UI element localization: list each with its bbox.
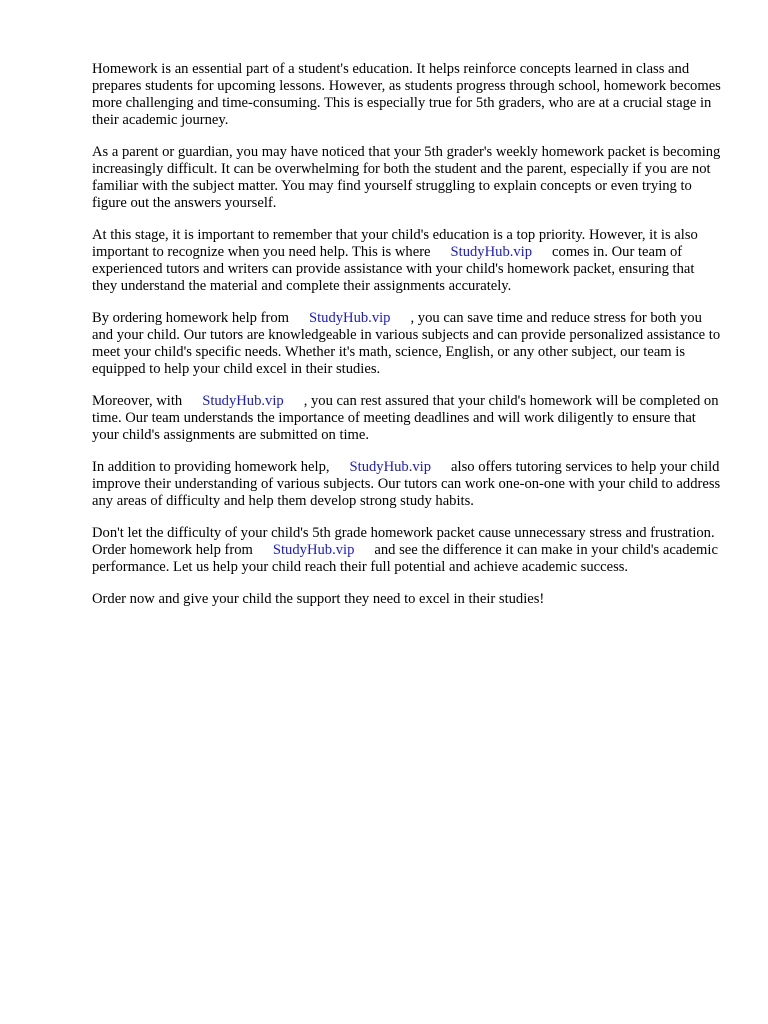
paragraph-parent-concern: As a parent or guardian, you may have noticed that your 5th grader's weekly homework packet is becoming increasingly difficult. It can be overwhelming for both the student and the parent, especially if you are not familiar with the subject matter. You may find yourself struggling to explain concepts or even trying to figure out the answers yourself. (92, 144, 721, 211)
paragraph-text: Moreover, with (92, 393, 183, 409)
paragraph-text: and see the difference it can make in your child's academic performance. Let us help your child reach their full potential and achieve academic success. (92, 542, 718, 575)
paragraph-text: , you can save time and reduce stress for both you and your child. Our tutors are knowledgeable in various subjects and can provide personalized assistance to meet your child's specific needs. Whether it's math, science, English, or any other subject, our team is equipped to help your child excel in their studies. (92, 310, 721, 377)
paragraph-text: , you can rest assured that your child's homework will be completed on time. Our team understands the importance of meeting deadlines and will work diligently to ensure that your child's assignments are submitted on time. (92, 393, 719, 443)
paragraph-priority (92, 227, 722, 295)
studyhub-link[interactable]: StudyHub.vip (272, 542, 355, 558)
paragraph-intro: Homework is an essential part of a student's education. It helps reinforce concepts learned in class and prepares students for upcoming lessons. However, as students progress through school, homework becomes more challenging and time-consuming. This is especially true for 5th graders, who are at a crucial stage in their academic journey. (92, 61, 721, 128)
paragraph-call-to-action (92, 525, 722, 576)
studyhub-link[interactable]: StudyHub.vip (349, 459, 432, 475)
paragraph-text: In addition to providing homework help, (92, 459, 330, 475)
paragraph-text: By ordering homework help from (92, 310, 289, 326)
paragraph-ordering (92, 310, 722, 378)
document-body (92, 61, 722, 623)
studyhub-link[interactable]: StudyHub.vip (202, 393, 284, 409)
paragraph-closing: Order now and give your child the support they need to excel in their studies! (92, 591, 545, 607)
studyhub-link[interactable]: StudyHub.vip (450, 244, 533, 260)
studyhub-link[interactable]: StudyHub.vip (308, 310, 391, 326)
paragraph-text: comes in. Our team of experienced tutors and writers can provide assistance with your child's homework packet, ensuring that they understand the material and complete their assignments accurately. (92, 244, 695, 294)
paragraph-text: also offers tutoring services to help your child improve their understanding of various subjects. Our tutors can work one-on-one with your child to address any areas of difficulty and help them develop strong study habits. (92, 459, 721, 509)
paragraph-tutoring (92, 459, 722, 510)
paragraph-text: Don't let the difficulty of your child's 5th grade homework packet cause unnecessary stress and frustration. Order homework help from (92, 525, 715, 558)
paragraph-on-time (92, 393, 722, 444)
paragraph-text: At this stage, it is important to remember that your child's education is a top priority. However, it is also important to recognize when you need help. This is where (92, 227, 698, 260)
